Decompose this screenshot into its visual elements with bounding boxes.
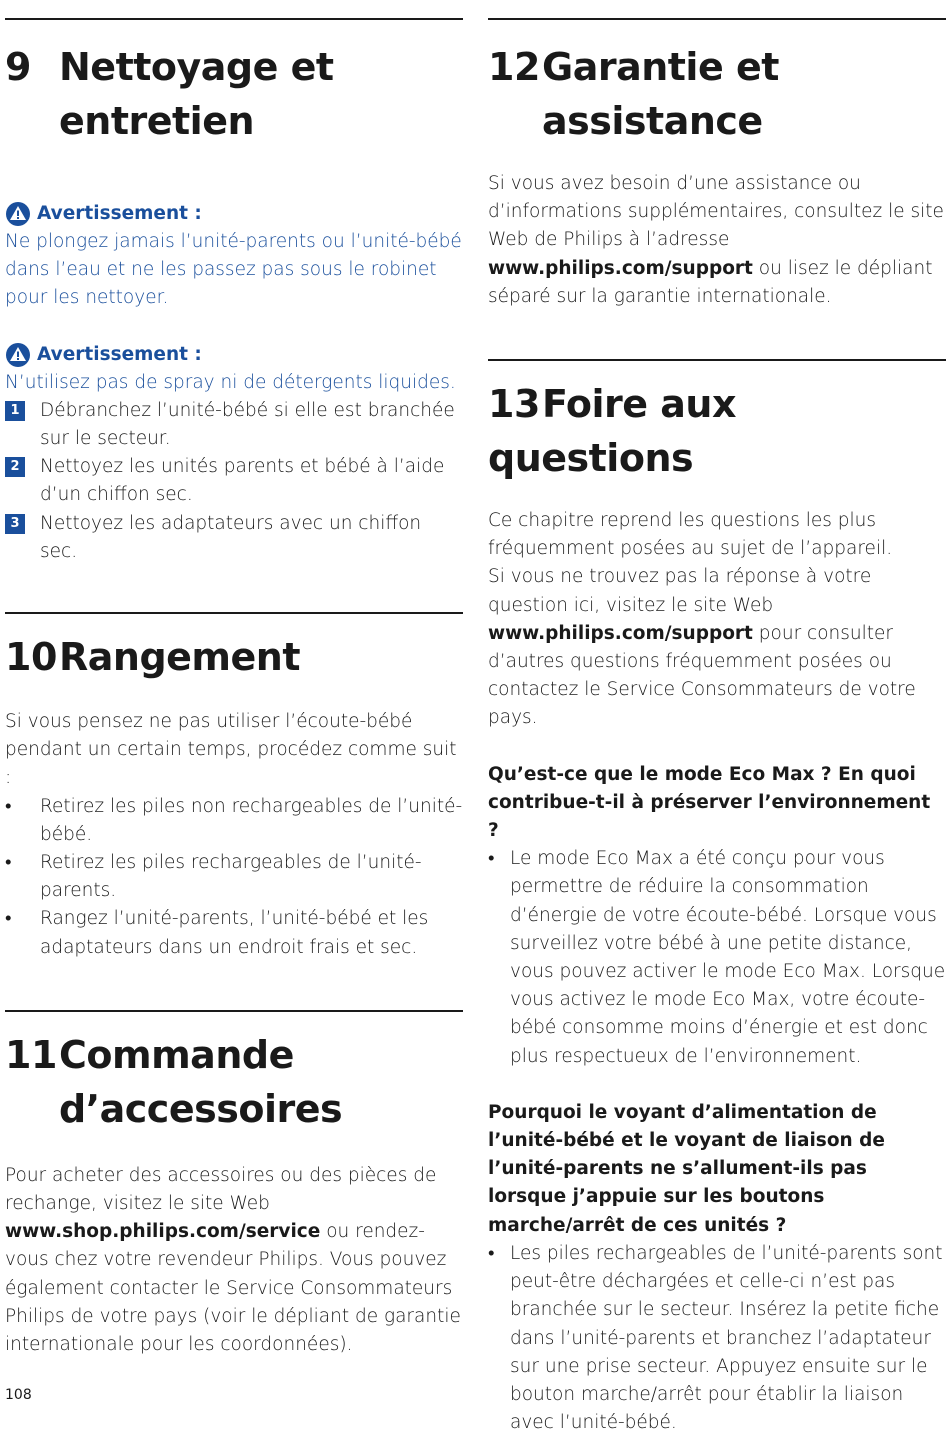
section-divider xyxy=(488,359,946,361)
warning-icon xyxy=(5,201,31,227)
cleaning-steps xyxy=(5,397,463,566)
warning-title-text: Avertissement : xyxy=(37,343,202,365)
section-title-line1: Commande xyxy=(59,1032,294,1077)
warning-body: N’utilisez pas de spray ni de détergents liquides. xyxy=(5,371,456,393)
support-link[interactable]: www.philips.com/support xyxy=(488,257,753,279)
section-12-body xyxy=(488,170,946,311)
answer-text: Le mode Eco Max a été conçu pour vous permettre de réduire la consommation d’énergie de votre écoute-bébé. Lorsque vous surveillez votre bébé à une petite distance, vous pouvez activer le mode Eco Max. Lorsque vous activez le mode Eco Max, votre écoute-bébé consomme moins d’énergie et est donc plus respectueux de l’environnement. xyxy=(510,848,946,1067)
bullet-dot: • xyxy=(488,848,495,870)
section-10-intro: Si vous pensez ne pas utiliser l’écoute-bébé pendant un certain temps, procédez comme suit : xyxy=(5,711,457,789)
body-text: Si vous avez besoin d’une assistance ou d’informations supplémentaires, consultez le site Web de Philips à l’adresse xyxy=(488,173,944,251)
step-number-badge: 1 xyxy=(5,401,25,421)
step-item xyxy=(5,453,463,509)
faq-answer xyxy=(488,1240,946,1437)
section-divider xyxy=(488,18,946,20)
body-text: Pour acheter des accessoires ou des pièces de rechange, visitez le site Web xyxy=(5,1164,437,1215)
step-item xyxy=(5,397,463,453)
section-10-heading xyxy=(5,630,463,684)
step-number-badge: 3 xyxy=(5,514,25,534)
shop-link[interactable]: www.shop.philips.com/service xyxy=(5,1221,321,1243)
bullet-dot: • xyxy=(5,795,12,817)
body-text: Si vous ne trouvez pas la réponse à votre question ici, visitez le site Web xyxy=(488,566,872,616)
warning-box-2 xyxy=(5,341,463,397)
step-text: Nettoyez les unités parents et bébé à l’aide d’un chiffon sec. xyxy=(40,456,445,506)
section-number: 13 xyxy=(488,382,540,427)
body-text: ou rendez-vous chez votre revendeur Philips. Vous pouvez également contacter le Service Consommateurs Philips de votre pays (voir le dépliant de garantie internationale pour les coordonnées). xyxy=(5,1221,461,1356)
section-9-heading xyxy=(5,40,463,148)
section-divider xyxy=(5,18,463,20)
bullet-text: Retirez les piles rechargeables de l’unité-parents. xyxy=(40,852,422,902)
section-number: 9 xyxy=(5,45,31,89)
list-item xyxy=(5,793,463,849)
bullet-text: Retirez les piles non rechargeables de l’unité-bébé. xyxy=(40,795,463,845)
section-title: Rangement xyxy=(59,635,301,680)
section-11-body xyxy=(5,1162,463,1359)
bullet-dot: • xyxy=(5,852,12,874)
body-text: ou lisez le dépliant séparé sur la garantie internationale. xyxy=(488,257,933,307)
storage-bullets xyxy=(5,793,463,962)
faq-answer-list xyxy=(488,845,946,1071)
section-title-line1: Garantie et xyxy=(542,45,779,89)
bullet-text: Rangez l’unité-parents, l’unité-bébé et les adaptateurs dans un endroit frais et sec. xyxy=(40,908,429,958)
section-13-intro-2 xyxy=(488,563,946,732)
step-item xyxy=(5,510,463,566)
warning-box-1 xyxy=(5,200,463,313)
list-item xyxy=(5,905,463,961)
warning-title xyxy=(5,200,463,228)
section-divider xyxy=(5,1010,463,1012)
section-11-heading xyxy=(5,1028,463,1136)
left-column xyxy=(5,0,463,1359)
warning-title-text: Avertissement : xyxy=(37,203,202,224)
warning-title xyxy=(5,341,463,369)
section-title-line1: Nettoyage et xyxy=(59,45,334,89)
faq-answer xyxy=(488,845,946,1071)
step-text: Nettoyez les adaptateurs avec un chiffon sec. xyxy=(40,512,422,562)
section-title-line2: entretien xyxy=(59,99,255,143)
body-text: pour consulter d’autres questions fréquemment posées ou contactez le Service Consommateurs de votre pays. xyxy=(488,622,916,729)
answer-text: Les piles rechargeables de l’unité-parents sont peut-être déchargées et celle-ci n’est pas branchée sur le secteur. Insérez la petite fiche dans l’unité-parents et branchez l’adaptateur sur une prise secteur. Appuyez ensuite sur le bouton marche/arrêt pour établir la liaison avec l’unité-bébé. xyxy=(510,1242,943,1434)
section-13-intro: Ce chapitre reprend les questions les plus fréquemment posées au sujet de l’appareil. xyxy=(488,510,893,560)
section-title: Foire aux questions xyxy=(488,382,736,481)
bullet-dot: • xyxy=(488,1242,495,1264)
warning-body: Ne plongez jamais l’unité-parents ou l’unité-bébé dans l’eau et ne les passez pas sous le robinet pour les nettoyer. xyxy=(5,231,462,309)
section-divider xyxy=(5,612,463,614)
section-13-heading xyxy=(488,377,946,485)
faq-question: Qu’est-ce que le mode Eco Max ? En quoi contribue-t-il à préserver l’environnement ? xyxy=(488,763,931,842)
section-title-line2: d’accessoires xyxy=(59,1086,343,1131)
warning-icon xyxy=(5,342,31,368)
section-number: 12 xyxy=(488,45,540,89)
support-link[interactable]: www.philips.com/support xyxy=(488,622,753,644)
faq-answer-list xyxy=(488,1240,946,1437)
right-column xyxy=(488,0,946,1437)
list-item xyxy=(5,849,463,905)
section-12-heading xyxy=(488,40,946,148)
step-text: Débranchez l’unité-bébé si elle est branchée sur le secteur. xyxy=(40,399,455,450)
step-number-badge: 2 xyxy=(5,457,25,477)
section-number: 11 xyxy=(5,1032,57,1077)
section-title-line2: assistance xyxy=(542,99,763,143)
bullet-dot: • xyxy=(5,908,12,930)
page-number: 108 xyxy=(5,1387,32,1403)
section-number: 10 xyxy=(5,635,57,680)
faq-question: Pourquoi le voyant d’alimentation de l’unité-bébé et le voyant de liaison de l’unité-parents ne s’allument-ils pas lorsque j’appuie sur les boutons marche/arrêt de ces unités ? xyxy=(488,1101,885,1236)
